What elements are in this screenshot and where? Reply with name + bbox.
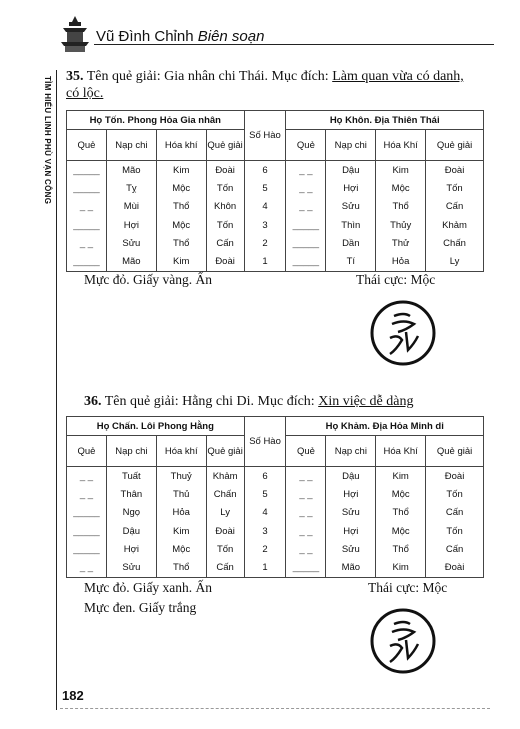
table-cell: Mùi xyxy=(106,198,156,216)
table-cell: Hợi xyxy=(106,540,156,558)
table-cell: Sửu xyxy=(326,504,376,522)
col-nap-chi: Nạp chi xyxy=(326,130,376,161)
table-cell: Mộc xyxy=(376,179,426,197)
table-cell: Khảm xyxy=(206,467,244,486)
table-cell: Mão xyxy=(106,252,156,271)
section-purpose: Làm quan vừa có danh, có lộc. xyxy=(66,69,464,101)
section-title: 36. Tên quẻ giải: Hằng chi Di. Mục đích: Xin việc dễ dàng xyxy=(84,394,414,409)
table-cell: Mão xyxy=(106,161,156,180)
col-que: Quẻ xyxy=(67,130,107,161)
table-cell: Kim xyxy=(156,252,206,271)
table-cell: Tốn xyxy=(426,522,484,540)
table-cell: Hợi xyxy=(326,522,376,540)
table-cell: Ly xyxy=(206,504,244,522)
table-cell: Tuất xyxy=(106,467,156,486)
table-cell: 6 xyxy=(244,467,286,486)
table-cell: 5 xyxy=(244,179,286,197)
table-cell: Đoài xyxy=(426,558,484,577)
table-cell: Đoài xyxy=(426,161,484,180)
table-cell: Sửu xyxy=(326,540,376,558)
table-cell: Mộc xyxy=(376,522,426,540)
hexagram-line: _ _ xyxy=(286,504,326,522)
ink-note: Mực đỏ. Giấy xanh. Ấn xyxy=(84,580,213,595)
table-cell: Tốn xyxy=(206,540,244,558)
side-divider xyxy=(56,70,57,710)
author-name: Vũ Đình Chỉnh xyxy=(96,28,194,45)
col-nap-chi: Nạp chi xyxy=(326,436,376,467)
table-cell: 4 xyxy=(244,504,286,522)
table-cell: Thủy xyxy=(376,216,426,234)
hexagram-line: _____ xyxy=(286,234,326,252)
table-cell: Chấn xyxy=(206,485,244,503)
left-group-header: Họ Chấn. Lôi Phong Hằng xyxy=(67,417,245,436)
table-cell: 5 xyxy=(244,485,286,503)
table-cell: 1 xyxy=(244,252,286,271)
table-cell: 1 xyxy=(244,558,286,577)
header-author xyxy=(96,28,264,45)
table-cell: Thổ xyxy=(156,234,206,252)
table-cell: Cấn xyxy=(426,504,484,522)
hexagram-line: _____ xyxy=(67,216,107,234)
table-cell: Mộc xyxy=(156,540,206,558)
table-cell: Dậu xyxy=(326,161,376,180)
hexagram-line: _ _ xyxy=(286,540,326,558)
table-cell: Cấn xyxy=(426,540,484,558)
col-hoa-khi: Hóa Khí xyxy=(376,436,426,467)
table-cell: Hỏa xyxy=(156,504,206,522)
hexagram-line: _ _ xyxy=(286,179,326,197)
hexagram-line: _____ xyxy=(286,216,326,234)
table-row xyxy=(67,161,484,180)
table-cell: Thổ xyxy=(376,198,426,216)
col-que: Quẻ xyxy=(286,130,326,161)
author-role: Biên soạn xyxy=(197,28,265,45)
table-cell: Hỏa xyxy=(376,252,426,271)
table-cell: Hợi xyxy=(326,179,376,197)
table-cell: Dậu xyxy=(326,467,376,486)
hexagram-line: _____ xyxy=(67,522,107,540)
col-que: Quẻ xyxy=(286,436,326,467)
hexagram-line: _ _ xyxy=(286,522,326,540)
hexagram-line: _ _ xyxy=(286,161,326,180)
hexagram-table xyxy=(66,110,484,272)
hexagram-line: _____ xyxy=(67,252,107,271)
table-row xyxy=(67,198,484,216)
table-cell: Cấn xyxy=(426,198,484,216)
col-que-giai: Quẻ giải xyxy=(206,130,244,161)
table-cell: Thân xyxy=(106,485,156,503)
hexagram-line: _ _ xyxy=(67,558,107,577)
hexagram-line: _ _ xyxy=(67,467,107,486)
table-cell: Cấn xyxy=(206,234,244,252)
so-hao-header: Số Hào xyxy=(244,111,286,161)
hexagram-line: _ _ xyxy=(67,234,107,252)
table-body xyxy=(67,161,484,272)
hexagram-line: _ _ xyxy=(286,198,326,216)
table-cell: Thổ xyxy=(156,558,206,577)
table-cell: Tí xyxy=(326,252,376,271)
col-hoa-khi: Hóa khí xyxy=(156,130,206,161)
page-number: 182 xyxy=(62,688,84,703)
talisman-seal-icon xyxy=(368,606,438,676)
table-cell: 6 xyxy=(244,161,286,180)
table-cell: Kim xyxy=(156,161,206,180)
table-cell: Đoài xyxy=(206,252,244,271)
so-hao-header: Số Hào xyxy=(244,417,286,467)
table-cell: Sửu xyxy=(106,558,156,577)
table-cell: Đoài xyxy=(206,522,244,540)
hexagram-line: _____ xyxy=(286,558,326,577)
col-que-giai: Quẻ giải xyxy=(426,130,484,161)
temple-logo-icon xyxy=(60,14,90,54)
hexagram-line: _____ xyxy=(67,540,107,558)
section-number: 35. xyxy=(66,69,84,84)
hexagram-line: _ _ xyxy=(67,198,107,216)
hexagram-line: _ _ xyxy=(67,485,107,503)
right-group-header: Họ Khôn. Địa Thiên Thái xyxy=(286,111,484,130)
table-row xyxy=(67,179,484,197)
left-group-header: Họ Tốn. Phong Hỏa Gia nhân xyxy=(67,111,245,130)
table-cell: Ngọ xyxy=(106,504,156,522)
col-hoa-khi: Hóa Khí xyxy=(376,130,426,161)
table-cell: Tỵ xyxy=(106,179,156,197)
table-row xyxy=(67,485,484,503)
col-que-giai: Quẻ giải xyxy=(206,436,244,467)
table-cell: Sửu xyxy=(326,198,376,216)
table-row xyxy=(67,504,484,522)
table-cell: Đoài xyxy=(206,161,244,180)
table-cell: Mộc xyxy=(376,485,426,503)
table-cell: Thử xyxy=(376,234,426,252)
table-row xyxy=(67,522,484,540)
col-nap-chi: Nạp chi xyxy=(106,436,156,467)
table-cell: Hợi xyxy=(106,216,156,234)
table-cell: Kim xyxy=(156,522,206,540)
thai-cuc-note: Thái cực: Mộc xyxy=(368,580,448,595)
table-cell: Tốn xyxy=(206,216,244,234)
table-row xyxy=(67,540,484,558)
col-nap-chi: Nạp chi xyxy=(106,130,156,161)
col-que-giai: Quẻ giải xyxy=(426,436,484,467)
table-cell: Hợi xyxy=(326,485,376,503)
table-cell: Mão xyxy=(326,558,376,577)
right-group-header: Họ Khảm. Địa Hỏa Minh di xyxy=(286,417,484,436)
table-cell: Khôn xyxy=(206,198,244,216)
section-purpose: Xin việc dễ dàng xyxy=(318,394,414,409)
table-cell: Chấn xyxy=(426,234,484,252)
section-number: 36. xyxy=(84,394,102,409)
table-cell: Dậu xyxy=(106,522,156,540)
table-cell: Thổ xyxy=(156,198,206,216)
table-cell: Thủ xyxy=(156,485,206,503)
table-cell: 4 xyxy=(244,198,286,216)
table-row xyxy=(67,234,484,252)
hexagram-line: _ _ xyxy=(286,485,326,503)
table-cell: 2 xyxy=(244,540,286,558)
table-cell: Đoài xyxy=(426,467,484,486)
hexagram-line: _____ xyxy=(286,252,326,271)
talisman-seal-icon xyxy=(368,298,438,368)
section-title: 35. Tên quẻ giải: Gia nhân chi Thái. Mục đích: Làm quan vừa có danh, có lộc. xyxy=(66,69,464,101)
hexagram-line: _ _ xyxy=(286,467,326,486)
table-row xyxy=(67,252,484,271)
thai-cuc-note: Thái cực: Mộc xyxy=(356,272,436,287)
hexagram-line: _____ xyxy=(67,179,107,197)
ink-note: Mực đen. Giấy trắng xyxy=(84,600,197,615)
table-cell: Thổ xyxy=(376,540,426,558)
table-cell: Kim xyxy=(376,558,426,577)
table-cell: 2 xyxy=(244,234,286,252)
hexagram-table xyxy=(66,416,484,578)
ink-note: Mực đỏ. Giấy vàng. Ấn xyxy=(84,272,213,287)
table-cell: 3 xyxy=(244,522,286,540)
table-row xyxy=(67,216,484,234)
table-cell: Thổ xyxy=(376,504,426,522)
table-cell: Thìn xyxy=(326,216,376,234)
col-que: Quẻ xyxy=(67,436,107,467)
table-cell: Khảm xyxy=(426,216,484,234)
side-running-title: TÌM HIỂU LINH PHÙ VẠN CÔNG xyxy=(43,76,52,205)
footer-divider xyxy=(60,708,490,709)
table-cell: Cấn xyxy=(206,558,244,577)
table-cell: Sửu xyxy=(106,234,156,252)
table-body xyxy=(67,467,484,578)
table-cell: Tốn xyxy=(426,179,484,197)
table-row xyxy=(67,558,484,577)
table-cell: Tốn xyxy=(426,485,484,503)
table-cell: 3 xyxy=(244,216,286,234)
table-cell: Ly xyxy=(426,252,484,271)
table-cell: Mộc xyxy=(156,179,206,197)
table-cell: Kim xyxy=(376,467,426,486)
table-cell: Kim xyxy=(376,161,426,180)
hexagram-line: _____ xyxy=(67,504,107,522)
header-divider xyxy=(94,44,494,45)
hexagram-line: _____ xyxy=(67,161,107,180)
table-cell: Dần xyxy=(326,234,376,252)
table-cell: Mộc xyxy=(156,216,206,234)
col-hoa-khi: Hóa khí xyxy=(156,436,206,467)
table-cell: Tốn xyxy=(206,179,244,197)
table-cell: Thuỷ xyxy=(156,467,206,486)
table-row xyxy=(67,467,484,486)
